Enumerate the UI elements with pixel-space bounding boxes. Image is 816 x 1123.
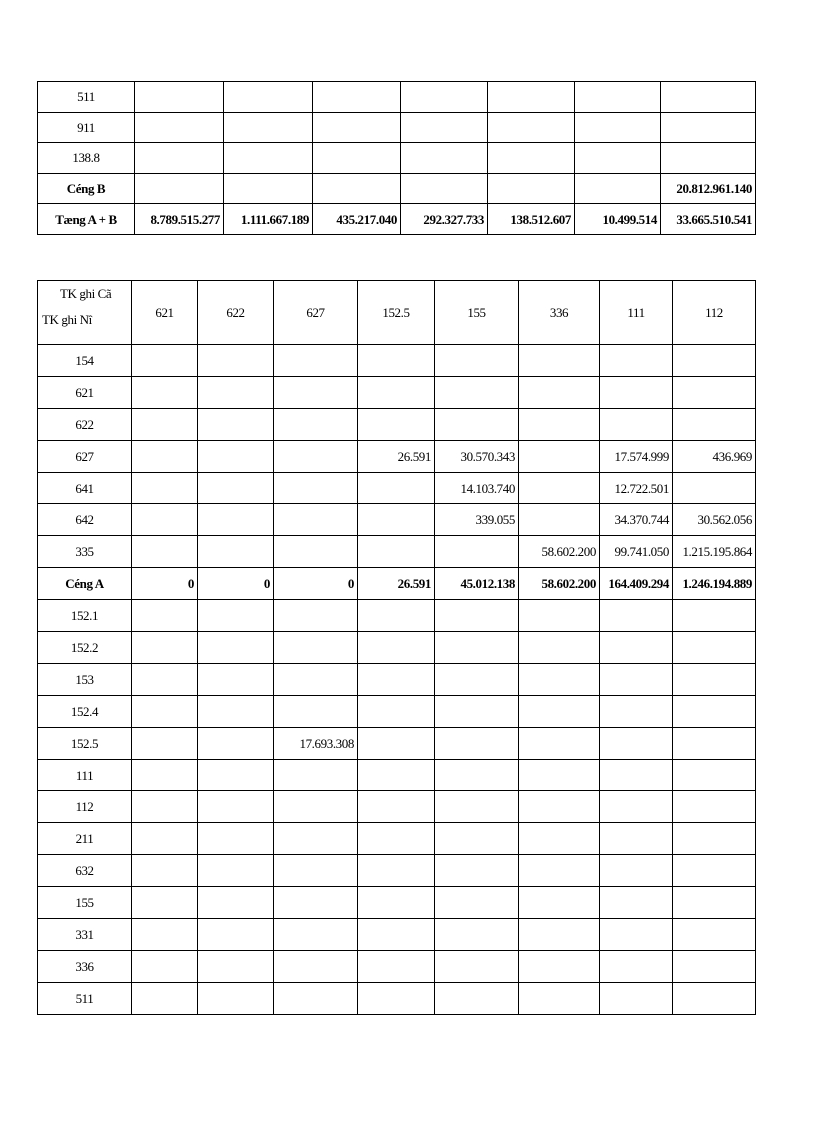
account-label-cell: 331 (38, 919, 132, 951)
value-cell (358, 823, 435, 855)
value-cell (198, 823, 274, 855)
account-label-cell: 111 (38, 759, 132, 791)
value-cell (274, 600, 358, 632)
value-cell (132, 632, 198, 664)
value-cell (600, 376, 673, 408)
account-label-cell: 622 (38, 408, 132, 440)
table-row (38, 82, 756, 113)
value-cell (600, 345, 673, 377)
account-label-cell: 152.1 (38, 600, 132, 632)
table-row (38, 568, 756, 600)
value-cell (673, 632, 756, 664)
column-header: 622 (198, 281, 274, 345)
value-cell: 58.602.200 (519, 536, 600, 568)
value-cell (435, 791, 519, 823)
value-cell (435, 982, 519, 1014)
value-cell: 26.591 (358, 568, 435, 600)
value-cell (313, 112, 401, 143)
table-row (38, 600, 756, 632)
value-cell: 164.409.294 (600, 568, 673, 600)
value-cell (600, 695, 673, 727)
value-cell (488, 173, 575, 204)
account-label-cell: 155 (38, 887, 132, 919)
account-label-cell: 911 (38, 112, 135, 143)
value-cell: 30.562.056 (673, 504, 756, 536)
value-cell (519, 823, 600, 855)
value-cell (198, 472, 274, 504)
column-header: 621 (132, 281, 198, 345)
value-cell (661, 112, 756, 143)
value-cell (488, 112, 575, 143)
value-cell (673, 663, 756, 695)
value-cell (198, 919, 274, 951)
table-row (38, 759, 756, 791)
value-cell: 436.969 (673, 440, 756, 472)
value-cell (401, 143, 488, 174)
value-cell (435, 600, 519, 632)
value-cell (198, 408, 274, 440)
table-row (38, 663, 756, 695)
value-cell (435, 408, 519, 440)
value-cell (224, 82, 313, 113)
value-cell (435, 759, 519, 791)
value-cell (673, 791, 756, 823)
value-cell (132, 695, 198, 727)
value-cell (435, 345, 519, 377)
value-cell (575, 112, 661, 143)
table-row (38, 536, 756, 568)
value-cell (274, 440, 358, 472)
value-cell (224, 112, 313, 143)
value-cell: 1.111.667.189 (224, 204, 313, 235)
value-cell (519, 632, 600, 664)
value-cell (132, 376, 198, 408)
value-cell (401, 173, 488, 204)
value-cell (198, 632, 274, 664)
value-cell (313, 173, 401, 204)
value-cell (575, 82, 661, 113)
value-cell (274, 663, 358, 695)
value-cell (313, 82, 401, 113)
account-label-cell: 154 (38, 345, 132, 377)
value-cell (274, 376, 358, 408)
value-cell (274, 472, 358, 504)
value-cell: 138.512.607 (488, 204, 575, 235)
value-cell: 0 (198, 568, 274, 600)
table-row (38, 791, 756, 823)
value-cell (198, 950, 274, 982)
value-cell (132, 919, 198, 951)
value-cell (435, 536, 519, 568)
column-header: 336 (519, 281, 600, 345)
value-cell: 12.722.501 (600, 472, 673, 504)
account-label-cell: Céng A (38, 568, 132, 600)
table-row (38, 727, 756, 759)
corner-header-cell (38, 281, 132, 345)
value-cell: 0 (274, 568, 358, 600)
value-cell (519, 887, 600, 919)
value-cell: 30.570.343 (435, 440, 519, 472)
value-cell (132, 408, 198, 440)
value-cell (435, 376, 519, 408)
value-cell (198, 855, 274, 887)
value-cell (519, 695, 600, 727)
value-cell (198, 600, 274, 632)
value-cell (519, 759, 600, 791)
value-cell: 17.574.999 (600, 440, 673, 472)
account-label-cell: Céng B (38, 173, 135, 204)
value-cell (132, 440, 198, 472)
value-cell (132, 855, 198, 887)
value-cell (274, 887, 358, 919)
header-row (38, 281, 756, 345)
value-cell (519, 950, 600, 982)
value-cell (519, 440, 600, 472)
value-cell (198, 887, 274, 919)
value-cell (135, 112, 224, 143)
account-label-cell: 642 (38, 504, 132, 536)
value-cell (435, 887, 519, 919)
value-cell: 58.602.200 (519, 568, 600, 600)
value-cell (600, 408, 673, 440)
column-header: 155 (435, 281, 519, 345)
value-cell (274, 345, 358, 377)
value-cell: 34.370.744 (600, 504, 673, 536)
value-cell (488, 82, 575, 113)
value-cell (132, 600, 198, 632)
value-cell: 45.012.138 (435, 568, 519, 600)
account-label-cell: 511 (38, 982, 132, 1014)
value-cell (274, 982, 358, 1014)
value-cell (600, 600, 673, 632)
value-cell (132, 887, 198, 919)
table-row (38, 376, 756, 408)
value-cell (600, 919, 673, 951)
table-row (38, 173, 756, 204)
value-cell (358, 536, 435, 568)
table-row (38, 950, 756, 982)
value-cell (358, 855, 435, 887)
value-cell (673, 919, 756, 951)
value-cell (198, 982, 274, 1014)
value-cell (358, 887, 435, 919)
value-cell (519, 919, 600, 951)
value-cell (519, 408, 600, 440)
value-cell (661, 82, 756, 113)
value-cell (274, 632, 358, 664)
value-cell (673, 855, 756, 887)
value-cell (401, 112, 488, 143)
value-cell (135, 143, 224, 174)
value-cell (435, 663, 519, 695)
value-cell (519, 727, 600, 759)
value-cell (274, 855, 358, 887)
value-cell (575, 173, 661, 204)
value-cell (673, 695, 756, 727)
value-cell (673, 982, 756, 1014)
value-cell (135, 173, 224, 204)
account-label-cell: 211 (38, 823, 132, 855)
value-cell (198, 791, 274, 823)
value-cell (274, 759, 358, 791)
value-cell (224, 173, 313, 204)
account-label-cell: 152.2 (38, 632, 132, 664)
value-cell (519, 472, 600, 504)
column-header: 152.5 (358, 281, 435, 345)
table-row (38, 204, 756, 235)
value-cell: 339.055 (435, 504, 519, 536)
value-cell (519, 504, 600, 536)
value-cell (519, 855, 600, 887)
value-cell (575, 143, 661, 174)
value-cell: 0 (132, 568, 198, 600)
value-cell (198, 727, 274, 759)
value-cell (600, 823, 673, 855)
value-cell (132, 472, 198, 504)
account-label-cell: 152.4 (38, 695, 132, 727)
value-cell (519, 663, 600, 695)
value-cell (519, 600, 600, 632)
value-cell (358, 663, 435, 695)
value-cell (274, 791, 358, 823)
table-row (38, 112, 756, 143)
value-cell: 26.591 (358, 440, 435, 472)
value-cell (673, 376, 756, 408)
table-row (38, 632, 756, 664)
value-cell (673, 600, 756, 632)
value-cell (198, 536, 274, 568)
value-cell (673, 887, 756, 919)
value-cell (132, 791, 198, 823)
table-row (38, 855, 756, 887)
value-cell (198, 695, 274, 727)
value-cell (358, 695, 435, 727)
value-cell (661, 143, 756, 174)
value-cell (358, 919, 435, 951)
value-cell (673, 472, 756, 504)
value-cell (274, 950, 358, 982)
value-cell (274, 695, 358, 727)
table-row (38, 504, 756, 536)
account-label-cell: 152.5 (38, 727, 132, 759)
value-cell (132, 823, 198, 855)
table-row (38, 982, 756, 1014)
value-cell (132, 536, 198, 568)
value-cell (519, 791, 600, 823)
value-cell: 17.693.308 (274, 727, 358, 759)
value-cell (358, 982, 435, 1014)
value-cell (600, 950, 673, 982)
column-header: 627 (274, 281, 358, 345)
value-cell (358, 408, 435, 440)
value-cell (358, 759, 435, 791)
value-cell (401, 82, 488, 113)
value-cell (198, 759, 274, 791)
table-row (38, 919, 756, 951)
value-cell (274, 536, 358, 568)
value-cell (358, 472, 435, 504)
value-cell (519, 376, 600, 408)
value-cell (673, 345, 756, 377)
value-cell (600, 855, 673, 887)
value-cell (600, 791, 673, 823)
table-row (38, 408, 756, 440)
table-row (38, 887, 756, 919)
value-cell (435, 950, 519, 982)
value-cell (435, 727, 519, 759)
value-cell (224, 143, 313, 174)
value-cell (198, 376, 274, 408)
value-cell (132, 759, 198, 791)
value-cell (358, 791, 435, 823)
value-cell (673, 823, 756, 855)
value-cell (600, 727, 673, 759)
value-cell (358, 376, 435, 408)
account-label-cell: 112 (38, 791, 132, 823)
value-cell (673, 408, 756, 440)
table-row (38, 823, 756, 855)
value-cell (358, 345, 435, 377)
account-label-cell: 511 (38, 82, 135, 113)
value-cell: 292.327.733 (401, 204, 488, 235)
value-cell: 20.812.961.140 (661, 173, 756, 204)
account-label-cell: 641 (38, 472, 132, 504)
value-cell (132, 950, 198, 982)
value-cell (435, 823, 519, 855)
value-cell (198, 663, 274, 695)
value-cell (132, 982, 198, 1014)
value-cell (274, 823, 358, 855)
value-cell: 1.246.194.889 (673, 568, 756, 600)
value-cell (600, 759, 673, 791)
value-cell (600, 887, 673, 919)
value-cell (274, 504, 358, 536)
value-cell (313, 143, 401, 174)
account-label-cell: 335 (38, 536, 132, 568)
value-cell (600, 982, 673, 1014)
table-row (38, 143, 756, 174)
account-label-cell: Tæng A + B (38, 204, 135, 235)
value-cell (519, 345, 600, 377)
value-cell: 99.741.050 (600, 536, 673, 568)
account-label-cell: 153 (38, 663, 132, 695)
value-cell: 8.789.515.277 (135, 204, 224, 235)
value-cell (274, 408, 358, 440)
value-cell (673, 727, 756, 759)
credit-account-label: TK ghi Cã (60, 286, 112, 301)
value-cell (274, 919, 358, 951)
value-cell: 1.215.195.864 (673, 536, 756, 568)
table-row (38, 345, 756, 377)
column-header: 111 (600, 281, 673, 345)
value-cell: 14.103.740 (435, 472, 519, 504)
value-cell: 435.217.040 (313, 204, 401, 235)
value-cell (673, 759, 756, 791)
account-label-cell: 632 (38, 855, 132, 887)
value-cell (519, 982, 600, 1014)
value-cell: 33.665.510.541 (661, 204, 756, 235)
account-label-cell: 138.8 (38, 143, 135, 174)
value-cell (198, 504, 274, 536)
value-cell (358, 504, 435, 536)
account-label-cell: 621 (38, 376, 132, 408)
value-cell (600, 663, 673, 695)
value-cell (435, 919, 519, 951)
table-row (38, 440, 756, 472)
value-cell (488, 143, 575, 174)
value-cell (135, 82, 224, 113)
debit-account-label: TK ghi Nî (42, 312, 92, 327)
value-cell (132, 727, 198, 759)
value-cell (358, 950, 435, 982)
summary-table-top (37, 81, 756, 235)
value-cell: 10.499.514 (575, 204, 661, 235)
value-cell (673, 950, 756, 982)
table-row (38, 695, 756, 727)
value-cell (358, 632, 435, 664)
value-cell (132, 504, 198, 536)
table-row (38, 472, 756, 504)
value-cell (358, 727, 435, 759)
value-cell (435, 855, 519, 887)
value-cell (198, 440, 274, 472)
value-cell (358, 600, 435, 632)
value-cell (132, 345, 198, 377)
value-cell (435, 632, 519, 664)
account-label-cell: 627 (38, 440, 132, 472)
value-cell (132, 663, 198, 695)
value-cell (435, 695, 519, 727)
column-header: 112 (673, 281, 756, 345)
value-cell (198, 345, 274, 377)
value-cell (600, 632, 673, 664)
ledger-table (37, 280, 756, 1015)
account-label-cell: 336 (38, 950, 132, 982)
